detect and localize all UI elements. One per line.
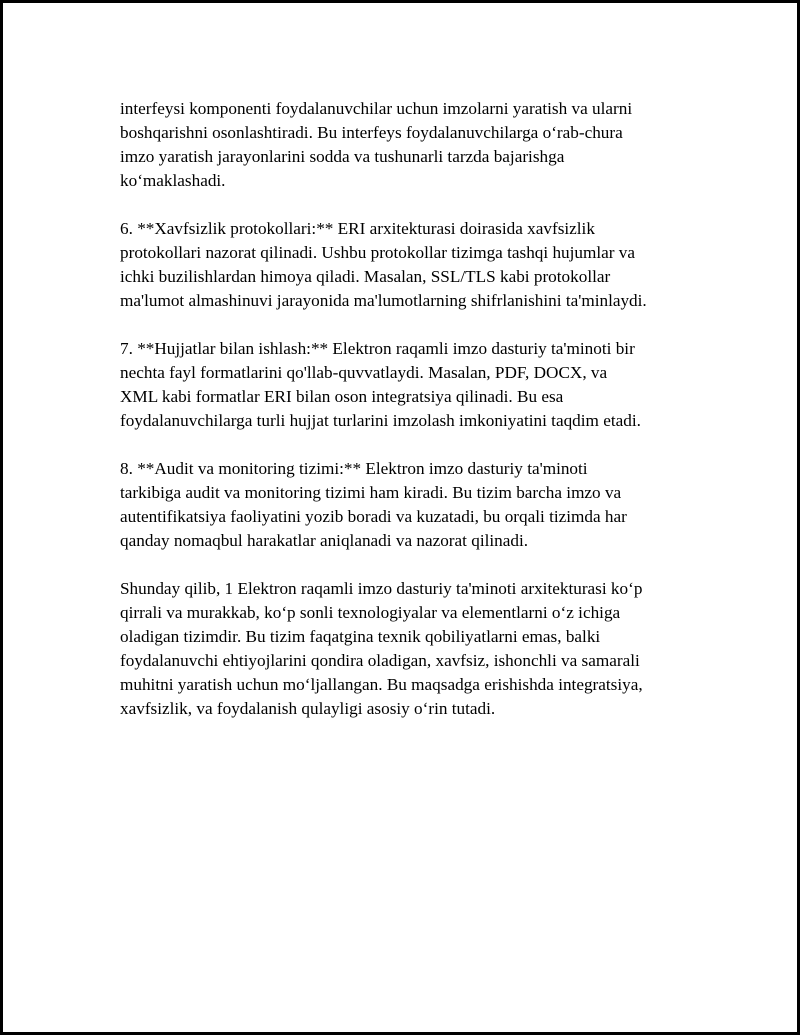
paragraph-security-protocols <box>120 217 700 313</box>
paragraph-conclusion <box>120 577 700 721</box>
text-line: autentifikatsiya faoliyatini yozib boradi va kuzatadi, bu orqali tizimda har <box>120 507 627 526</box>
text-line: ko‘maklashadi. <box>120 171 226 190</box>
text-line: nechta fayl formatlarini qo'llab-quvvatlaydi. Masalan, PDF, DOCX, va <box>120 363 608 382</box>
text-line: boshqarishni osonlashtiradi. Bu interfeys foydalanuvchilarga o‘rab-chura <box>120 123 623 142</box>
text-line: imzo yaratish jarayonlarini sodda va tushunarli tarzda bajarishga <box>120 147 565 166</box>
text-line: muhitni yaratish uchun mo‘ljallangan. Bu maqsadga erishishda integratsiya, <box>120 675 643 694</box>
text-line: interfeysi komponenti foydalanuvchilar uchun imzolarni yaratish va ularni <box>120 99 633 118</box>
text-line: ichki buzilishlardan himoya qiladi. Masalan, SSL/TLS kabi protokollar <box>120 267 611 286</box>
document-body <box>120 97 700 745</box>
paragraph-document-handling <box>120 337 700 433</box>
text-line: oladigan tizimdir. Bu tizim faqatgina texnik qobiliyatlarni emas, balki <box>120 627 601 646</box>
text-line: qirrali va murakkab, ko‘p sonli texnologiyalar va elementlarni o‘z ichiga <box>120 603 621 622</box>
text-line: tarkibiga audit va monitoring tizimi ham kiradi. Bu tizim barcha imzo va <box>120 483 622 502</box>
text-line: qanday nomaqbul harakatlar aniqlanadi va nazorat qilinadi. <box>120 531 529 550</box>
text-line: xavfsizlik, va foydalanish qulayligi asosiy o‘rin tutadi. <box>120 699 496 718</box>
paragraph-interface-component <box>120 97 700 193</box>
text-line: ma'lumot almashinuvi jarayonida ma'lumotlarning shifrlanishini ta'minlaydi. <box>120 291 647 310</box>
text-line: 7. **Hujjatlar bilan ishlash:** Elektron raqamli imzo dasturiy ta'minoti bir <box>120 339 635 358</box>
text-line: protokollari nazorat qilinadi. Ushbu protokollar tizimga tashqi hujumlar va <box>120 243 636 262</box>
text-line: foydalanuvchi ehtiyojlarini qondira oladigan, xavfsiz, ishonchli va samarali <box>120 651 640 670</box>
text-line: 8. **Audit va monitoring tizimi:** Elektron imzo dasturiy ta'minoti <box>120 459 588 478</box>
text-line: XML kabi formatlar ERI bilan oson integratsiya qilinadi. Bu esa <box>120 387 564 406</box>
text-line: foydalanuvchilarga turli hujjat turlarini imzolash imkoniyatini taqdim etadi. <box>120 411 641 430</box>
paragraph-audit-monitoring <box>120 457 700 553</box>
text-line: 6. **Xavfsizlik protokollari:** ERI arxitekturasi doirasida xavfsizlik <box>120 219 595 238</box>
text-line: Shunday qilib, 1 Elektron raqamli imzo dasturiy ta'minoti arxitekturasi ko‘p <box>120 579 643 598</box>
